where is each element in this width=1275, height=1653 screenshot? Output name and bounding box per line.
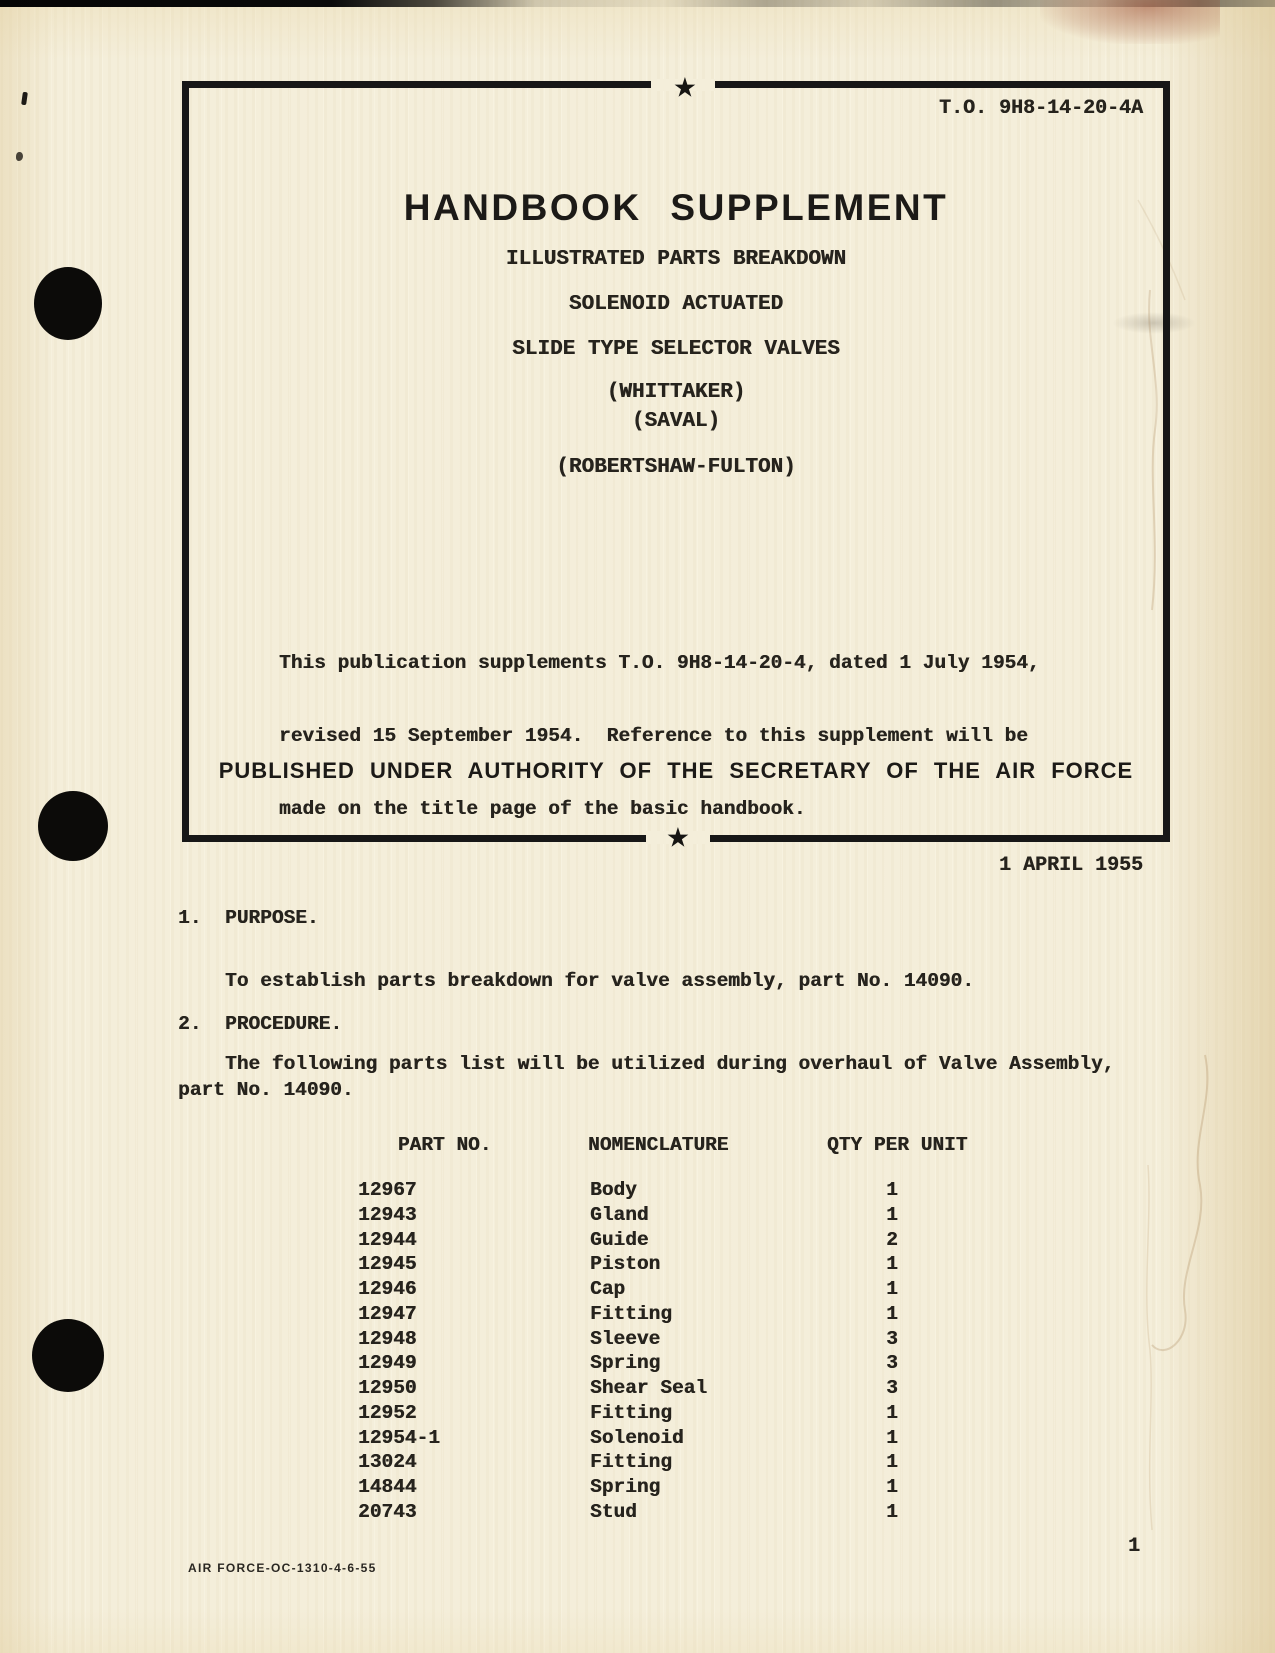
nomenclature-cell: Piston xyxy=(590,1253,661,1275)
table-row xyxy=(358,1475,958,1500)
note-line-2: revised 15 September 1954. Reference to this supplement will be xyxy=(279,725,1028,747)
subtitle-line-3: SLIDE TYPE SELECTOR VALVES xyxy=(512,338,840,361)
part-no-cell: 12944 xyxy=(358,1229,417,1251)
part-no-cell: 12947 xyxy=(358,1303,417,1325)
star-icon-bottom: ★ xyxy=(666,816,690,859)
subtitle-line-5: (SAVAL) xyxy=(631,410,721,433)
section-2-number: 2. xyxy=(178,1013,202,1035)
qty-cell: 1 xyxy=(886,1451,898,1473)
table-row xyxy=(358,1203,958,1228)
section-2-body-line-1: The following parts list will be utilized during overhaul of Valve Assembly, xyxy=(225,1053,1115,1075)
part-no-cell: 12954-1 xyxy=(358,1427,440,1449)
print-code: AIR FORCE-OC-1310-4-6-55 xyxy=(188,1561,377,1575)
nomenclature-cell: Body xyxy=(590,1179,637,1201)
subtitle-line-2: SOLENOID ACTUATED xyxy=(568,293,784,316)
note-line-3: made on the title page of the basic handbook. xyxy=(279,798,806,820)
hole-punch-mark-3 xyxy=(32,1319,104,1392)
nomenclature-cell: Fitting xyxy=(590,1303,672,1325)
document-title: HANDBOOK SUPPLEMENT xyxy=(403,187,949,228)
table-row xyxy=(358,1228,958,1253)
nomenclature-cell: Guide xyxy=(590,1229,649,1251)
ink-speck xyxy=(16,152,23,161)
qty-cell: 1 xyxy=(886,1253,898,1275)
table-row xyxy=(358,1450,958,1475)
nomenclature-cell: Shear Seal xyxy=(590,1377,708,1399)
qty-cell: 1 xyxy=(886,1179,898,1201)
nomenclature-cell: Fitting xyxy=(590,1451,672,1473)
subtitle-line-4: (WHITTAKER) xyxy=(606,381,746,404)
subtitle-line-6: (ROBERTSHAW-FULTON) xyxy=(556,456,796,479)
star-icon-top: ★ xyxy=(673,66,697,109)
table-row xyxy=(358,1327,958,1352)
table-row xyxy=(358,1302,958,1327)
hole-punch-mark-1 xyxy=(34,267,102,340)
table-row xyxy=(358,1376,958,1401)
table-row xyxy=(358,1500,958,1525)
column-header-part-no: PART NO. xyxy=(397,1134,492,1156)
supplement-note xyxy=(279,603,1040,870)
part-no-cell: 12952 xyxy=(358,1402,417,1424)
technical-order-number: T.O. 9H8-14-20-4A xyxy=(938,97,1143,120)
ink-speck xyxy=(21,92,28,106)
qty-cell: 1 xyxy=(886,1402,898,1424)
nomenclature-cell: Spring xyxy=(590,1352,661,1374)
note-line-1: This publication supplements T.O. 9H8-14-20-4, dated 1 July 1954, xyxy=(279,652,1040,674)
nomenclature-cell: Solenoid xyxy=(590,1427,684,1449)
qty-cell: 1 xyxy=(886,1204,898,1226)
part-no-cell: 12943 xyxy=(358,1204,417,1226)
part-no-cell: 12946 xyxy=(358,1278,417,1300)
issue-date: 1 APRIL 1955 xyxy=(998,854,1143,877)
corner-stain-mark xyxy=(1040,0,1220,44)
nomenclature-cell: Sleeve xyxy=(590,1328,661,1350)
parts-table-body xyxy=(358,1178,978,1538)
qty-cell: 3 xyxy=(886,1352,898,1374)
authority-line: PUBLISHED UNDER AUTHORITY OF THE SECRETARY OF THE AIR FORCE xyxy=(218,758,1134,783)
table-row xyxy=(358,1426,958,1451)
part-no-cell: 12945 xyxy=(358,1253,417,1275)
section-1-body: To establish parts breakdown for valve assembly, part No. 14090. xyxy=(225,970,974,992)
column-header-nomenclature: NOMENCLATURE xyxy=(588,1134,729,1156)
section-2-body-line-2: part No. 14090. xyxy=(178,1079,354,1101)
qty-cell: 1 xyxy=(886,1278,898,1300)
table-row xyxy=(358,1401,958,1426)
page-number: 1 xyxy=(1128,1535,1141,1558)
qty-cell: 1 xyxy=(886,1476,898,1498)
qty-cell: 1 xyxy=(886,1303,898,1325)
qty-cell: 1 xyxy=(886,1501,898,1523)
section-1-heading: PURPOSE. xyxy=(225,907,319,929)
nomenclature-cell: Fitting xyxy=(590,1402,672,1424)
parts-table-header xyxy=(351,1133,1051,1157)
table-row xyxy=(358,1178,958,1203)
subtitle-line-1: ILLUSTRATED PARTS BREAKDOWN xyxy=(505,248,847,271)
hole-punch-mark-2 xyxy=(38,791,108,861)
nomenclature-cell: Gland xyxy=(590,1204,649,1226)
part-no-cell: 12950 xyxy=(358,1377,417,1399)
part-no-cell: 12949 xyxy=(358,1352,417,1374)
nomenclature-cell: Spring xyxy=(590,1476,661,1498)
qty-cell: 3 xyxy=(886,1328,898,1350)
column-header-qty: QTY PER UNIT xyxy=(827,1134,968,1156)
qty-cell: 3 xyxy=(886,1377,898,1399)
part-no-cell: 14844 xyxy=(358,1476,417,1498)
nomenclature-cell: Stud xyxy=(590,1501,637,1523)
table-row xyxy=(358,1252,958,1277)
part-no-cell: 12967 xyxy=(358,1179,417,1201)
table-row xyxy=(358,1351,958,1376)
part-no-cell: 13024 xyxy=(358,1451,417,1473)
section-1-number: 1. xyxy=(178,907,202,929)
qty-cell: 2 xyxy=(886,1229,898,1251)
section-2-heading: PROCEDURE. xyxy=(225,1013,343,1035)
part-no-cell: 12948 xyxy=(358,1328,417,1350)
table-row xyxy=(358,1277,958,1302)
nomenclature-cell: Cap xyxy=(590,1278,626,1300)
part-no-cell: 20743 xyxy=(358,1501,417,1523)
qty-cell: 1 xyxy=(886,1427,898,1449)
